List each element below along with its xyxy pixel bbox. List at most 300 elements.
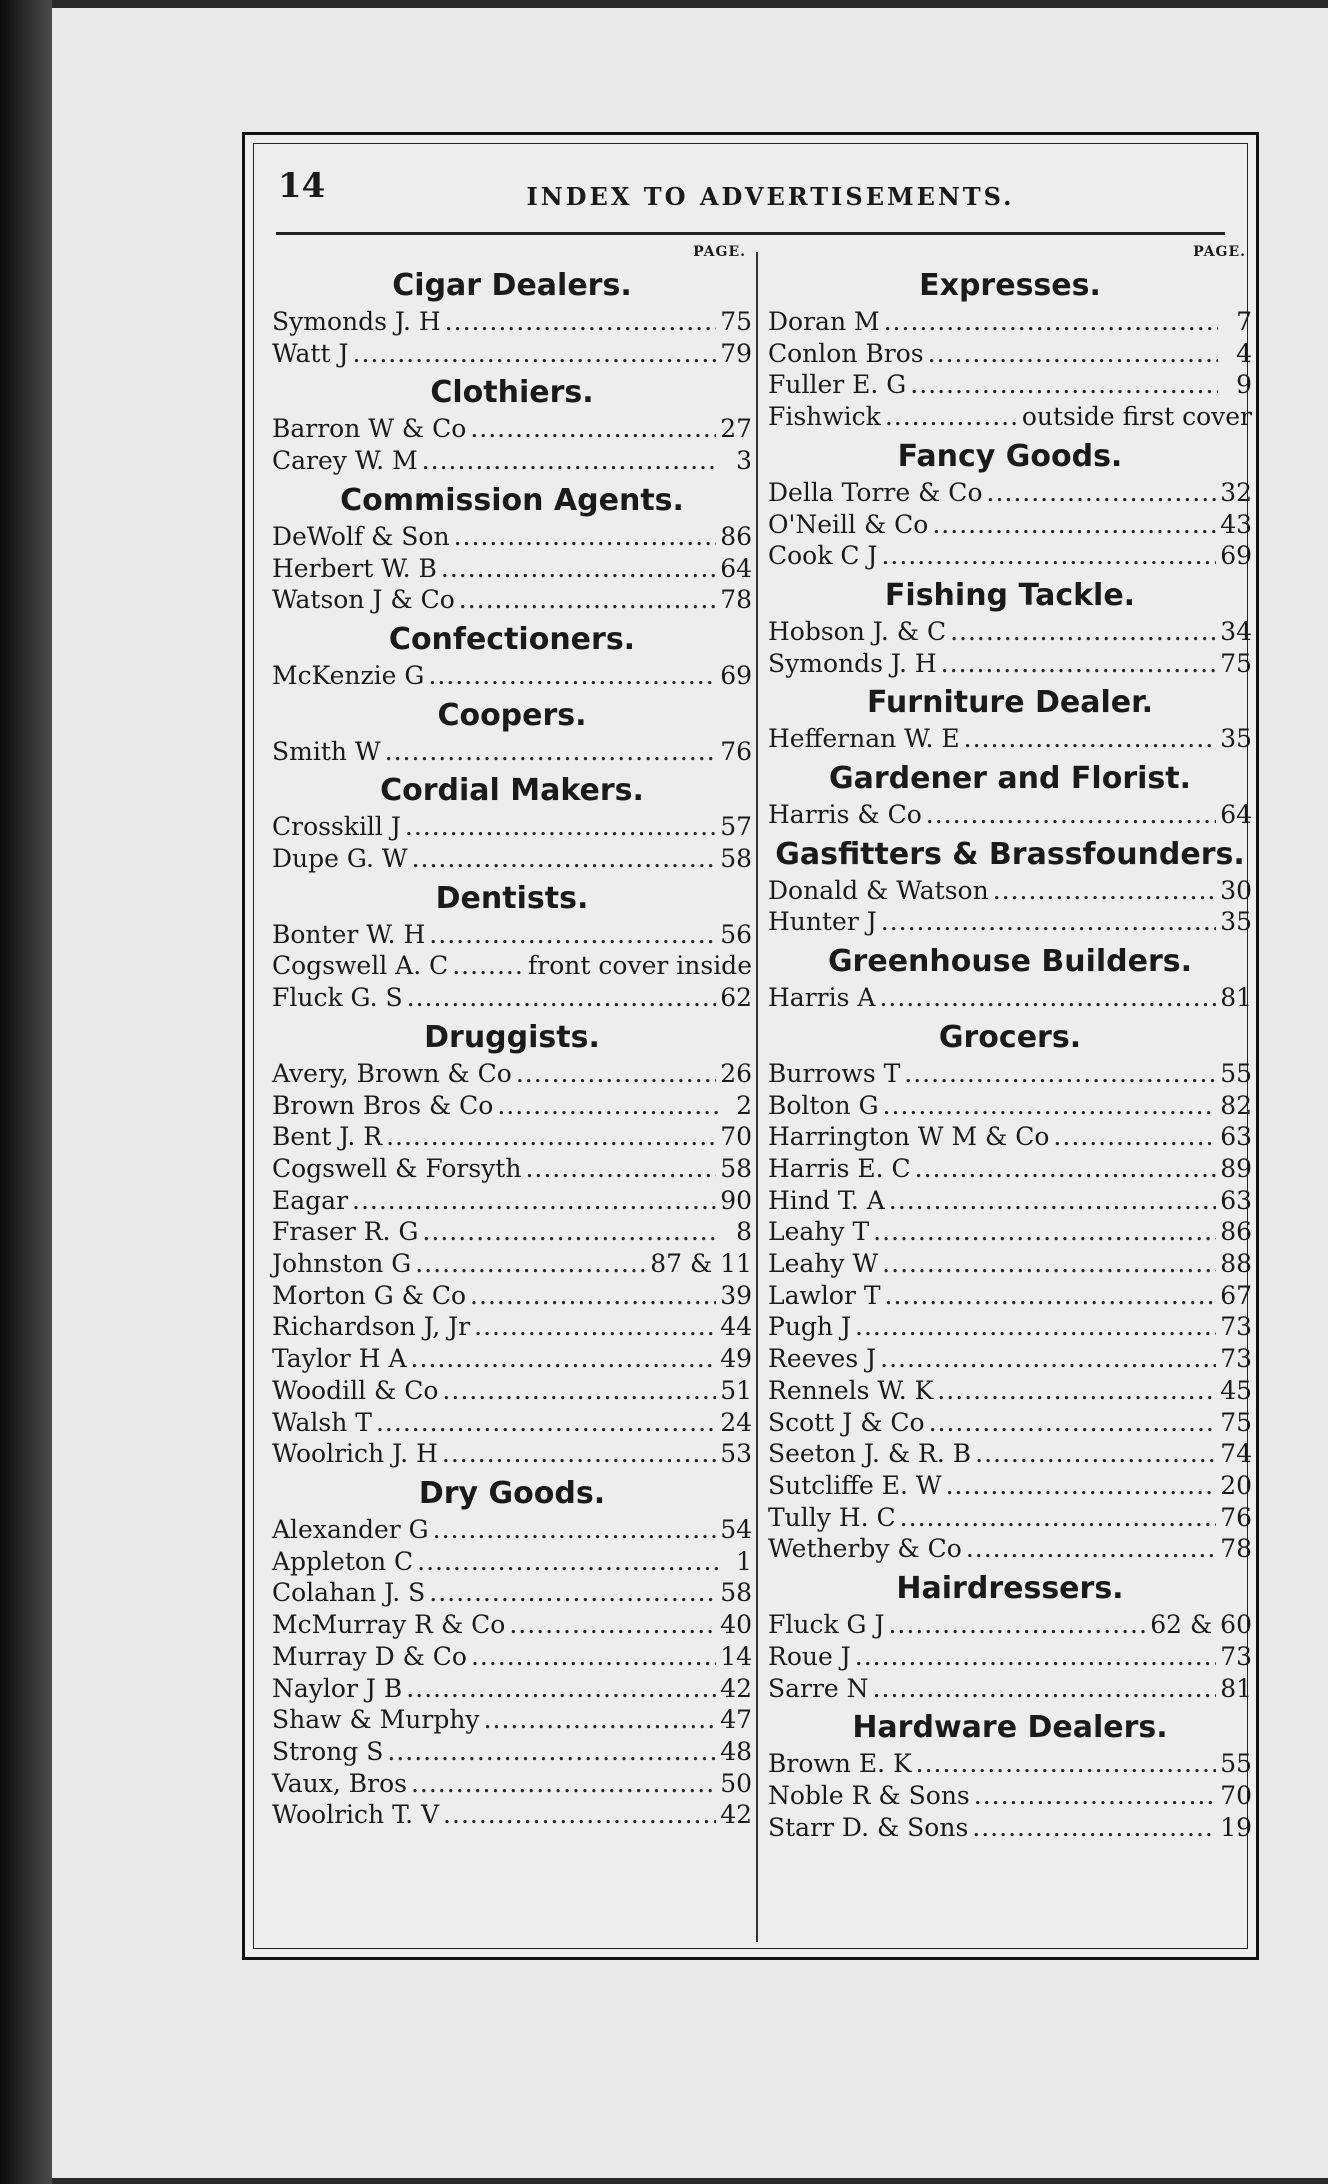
advertiser-name: Doran M bbox=[768, 307, 880, 336]
advertiser-name: Burrows T bbox=[768, 1058, 901, 1088]
index-entry bbox=[272, 1343, 752, 1375]
page-reference: 55 bbox=[1220, 1058, 1252, 1088]
index-inner-frame bbox=[253, 143, 1252, 1949]
advertiser-name: Fuller E. G bbox=[768, 370, 907, 400]
dot-leader bbox=[966, 1533, 1216, 1565]
dot-leader bbox=[904, 1058, 1216, 1090]
advertiser-name: Smith W bbox=[272, 736, 381, 766]
index-entry bbox=[272, 1311, 752, 1343]
dot-leader bbox=[915, 1153, 1217, 1185]
advertiser-name: Hind T. A bbox=[768, 1185, 885, 1215]
page-reference: 8 bbox=[736, 1217, 752, 1247]
index-frame bbox=[242, 132, 1259, 1960]
advertiser-name: Watson J & Co bbox=[272, 585, 455, 615]
section-heading: Commission Agents. bbox=[340, 482, 684, 518]
page-reference: 87 & 11 bbox=[650, 1249, 752, 1279]
index-entry bbox=[272, 1058, 752, 1090]
advertiser-name: Seeton J. & R. B bbox=[768, 1439, 972, 1469]
section-heading: Druggists. bbox=[424, 1019, 600, 1055]
advertiser-name: Pugh J bbox=[768, 1312, 851, 1342]
page-reference: 2 bbox=[736, 1090, 752, 1120]
index-entry bbox=[768, 1502, 1252, 1534]
page-reference: 45 bbox=[1220, 1375, 1252, 1405]
dot-leader bbox=[885, 401, 1018, 433]
index-entry bbox=[272, 1375, 752, 1407]
index-entry bbox=[768, 799, 1252, 831]
advertiser-name: Eagar bbox=[272, 1185, 349, 1215]
index-entry bbox=[768, 616, 1252, 648]
advertiser-name: Herbert W. B bbox=[272, 553, 437, 583]
section-heading: Furniture Dealer. bbox=[866, 685, 1154, 721]
page-reference: 78 bbox=[720, 585, 752, 615]
advertiser-name: Harrington W M & Co bbox=[768, 1122, 1050, 1152]
dot-leader bbox=[445, 306, 717, 338]
section-heading: Grocers. bbox=[938, 1019, 1082, 1055]
page-reference: 64 bbox=[720, 553, 752, 583]
index-entry bbox=[272, 1121, 752, 1153]
index-entry bbox=[272, 1514, 752, 1546]
dot-leader bbox=[386, 1121, 716, 1153]
dot-leader bbox=[422, 1216, 718, 1248]
page-reference: 54 bbox=[720, 1514, 752, 1544]
dot-leader bbox=[429, 1577, 716, 1609]
index-entry bbox=[272, 1673, 752, 1705]
index-entry bbox=[768, 1090, 1252, 1122]
dot-leader bbox=[407, 982, 717, 1014]
page-reference: 9 bbox=[1236, 370, 1252, 400]
dot-leader bbox=[459, 584, 716, 616]
dot-leader bbox=[889, 1185, 1216, 1217]
advertiser-name: Bonter W. H bbox=[272, 919, 426, 949]
advertiser-name: Naylor J B bbox=[272, 1673, 403, 1703]
index-entry bbox=[768, 648, 1252, 680]
advertiser-name: Brown E. K bbox=[768, 1749, 912, 1779]
page-reference: 75 bbox=[1220, 648, 1252, 678]
dot-leader bbox=[855, 1311, 1216, 1343]
advertiser-name: Crosskill J bbox=[272, 812, 401, 842]
index-entry bbox=[272, 413, 752, 445]
dot-leader bbox=[929, 1407, 1217, 1439]
advertiser-name: Noble R & Sons bbox=[768, 1780, 970, 1810]
dot-leader bbox=[855, 1641, 1216, 1673]
index-entry bbox=[768, 1248, 1252, 1280]
page-reference: 89 bbox=[1220, 1153, 1252, 1183]
index-entry bbox=[768, 338, 1252, 370]
index-entry bbox=[272, 736, 752, 768]
page-reference: 44 bbox=[720, 1312, 752, 1342]
advertiser-name: Symonds J. H bbox=[272, 307, 441, 336]
page-reference: 50 bbox=[720, 1768, 752, 1798]
dot-leader bbox=[442, 1438, 716, 1470]
advertiser-name: Colahan J. S bbox=[272, 1578, 426, 1608]
page-column-label: PAGE. bbox=[1193, 244, 1246, 260]
dot-leader bbox=[987, 477, 1217, 509]
dot-leader bbox=[932, 509, 1216, 541]
page-reference: 69 bbox=[720, 660, 752, 690]
page-reference: 62 bbox=[720, 983, 752, 1013]
dot-leader bbox=[888, 1609, 1146, 1641]
section-heading: Hardware Dealers. bbox=[852, 1710, 1168, 1746]
section-heading: Hairdressers. bbox=[896, 1571, 1124, 1607]
dot-leader bbox=[516, 1058, 716, 1090]
advertiser-name: Tully H. C bbox=[768, 1502, 896, 1532]
advertiser-name: Vaux, Bros bbox=[272, 1768, 407, 1798]
index-entry bbox=[272, 338, 752, 370]
index-entry bbox=[272, 1546, 752, 1578]
dot-leader bbox=[937, 1375, 1216, 1407]
advertiser-name: Johnston G bbox=[272, 1249, 412, 1279]
advertiser-name: Roue J bbox=[768, 1641, 851, 1671]
dot-leader bbox=[879, 982, 1216, 1014]
page-reference: 76 bbox=[1220, 1502, 1252, 1532]
page-reference: 19 bbox=[1220, 1812, 1252, 1842]
advertiser-name: Morton G & Co bbox=[272, 1280, 467, 1310]
advertiser-name: Donald & Watson bbox=[768, 875, 989, 905]
page-reference: 14 bbox=[720, 1641, 752, 1671]
page-reference: 40 bbox=[720, 1610, 752, 1640]
index-entry bbox=[272, 521, 752, 553]
advertiser-name: Rennels W. K bbox=[768, 1375, 934, 1405]
page-reference: 56 bbox=[720, 919, 752, 949]
advertiser-name: Carey W. M bbox=[272, 446, 418, 476]
advertiser-name: Symonds J. H bbox=[768, 648, 937, 678]
dot-leader bbox=[950, 616, 1216, 648]
page-reference: 58 bbox=[720, 1578, 752, 1608]
dot-leader bbox=[525, 1153, 716, 1185]
section-heading: Fancy Goods. bbox=[897, 438, 1123, 474]
advertiser-name: Scott J & Co bbox=[768, 1407, 925, 1437]
dot-leader bbox=[405, 811, 716, 843]
page-reference: 70 bbox=[720, 1122, 752, 1152]
advertiser-name: Bent J. R bbox=[272, 1122, 383, 1152]
page-reference: 35 bbox=[1220, 724, 1252, 754]
dot-leader bbox=[387, 1736, 716, 1768]
page-reference: 75 bbox=[1220, 1407, 1252, 1437]
index-entry bbox=[272, 584, 752, 616]
page-reference: 51 bbox=[720, 1375, 752, 1405]
advertiser-name: Harris E. C bbox=[768, 1153, 911, 1183]
advertiser-name: Fraser R. G bbox=[272, 1217, 419, 1247]
page-reference: 64 bbox=[1220, 800, 1252, 830]
page-reference: 73 bbox=[1220, 1344, 1252, 1374]
page-reference: 82 bbox=[1220, 1090, 1252, 1120]
page-reference: 39 bbox=[720, 1280, 752, 1310]
advertiser-name: Woolrich J. H bbox=[272, 1439, 438, 1469]
index-entry bbox=[272, 1768, 752, 1800]
dot-leader bbox=[975, 1438, 1216, 1470]
section-heading: Coopers. bbox=[437, 697, 587, 733]
dot-leader bbox=[974, 1780, 1216, 1812]
dot-leader bbox=[885, 1280, 1217, 1312]
advertiser-name: Heffernan W. E bbox=[768, 724, 960, 754]
advertiser-name: Leahy W bbox=[768, 1249, 879, 1279]
index-entry bbox=[272, 1090, 752, 1122]
page-reference: 48 bbox=[720, 1736, 752, 1766]
page-reference: 69 bbox=[1220, 541, 1252, 571]
page-column-label: PAGE. bbox=[693, 244, 746, 260]
index-entry bbox=[768, 1185, 1252, 1217]
advertiser-name: McKenzie G bbox=[272, 660, 425, 690]
column-divider bbox=[756, 252, 758, 1942]
index-entry bbox=[272, 1407, 752, 1439]
index-entry bbox=[768, 1280, 1252, 1312]
page-reference: 3 bbox=[736, 446, 752, 476]
advertiser-name: Dupe G. W bbox=[272, 844, 408, 874]
page-reference: 20 bbox=[1220, 1470, 1252, 1500]
advertiser-name: Harris A bbox=[768, 983, 876, 1013]
dot-leader bbox=[433, 1514, 717, 1546]
dot-leader bbox=[509, 1609, 716, 1641]
advertiser-name: Hobson J. & C bbox=[768, 616, 947, 646]
index-entry bbox=[272, 1704, 752, 1736]
index-entry bbox=[272, 1153, 752, 1185]
page-reference: 67 bbox=[1220, 1280, 1252, 1310]
index-entry bbox=[768, 1438, 1252, 1470]
index-entry bbox=[272, 1438, 752, 1470]
dot-leader bbox=[470, 413, 716, 445]
dot-leader bbox=[484, 1704, 717, 1736]
index-entry bbox=[768, 369, 1252, 401]
page-reference: 75 bbox=[720, 307, 752, 336]
advertiser-name: Richardson J, Jr bbox=[272, 1312, 471, 1342]
dot-leader bbox=[454, 521, 717, 553]
index-entry bbox=[768, 1121, 1252, 1153]
page-reference: 73 bbox=[1220, 1641, 1252, 1671]
index-entry bbox=[768, 1812, 1252, 1844]
page-reference: 78 bbox=[1220, 1534, 1252, 1564]
dot-leader bbox=[882, 1248, 1216, 1280]
advertiser-name: Woolrich T. V bbox=[272, 1800, 440, 1830]
page-reference: 58 bbox=[720, 1153, 752, 1183]
advertiser-name: Watt J bbox=[272, 338, 349, 368]
dot-leader bbox=[964, 723, 1217, 755]
page-reference: 24 bbox=[720, 1407, 752, 1437]
index-entry bbox=[272, 919, 752, 951]
section-heading: Dentists. bbox=[435, 880, 589, 916]
page-reference: front cover inside bbox=[528, 951, 752, 981]
index-entry bbox=[272, 306, 752, 338]
page-reference: 86 bbox=[1220, 1217, 1252, 1247]
page-reference: 1 bbox=[736, 1546, 752, 1576]
index-entry bbox=[768, 1533, 1252, 1565]
advertiser-name: Fluck G. S bbox=[272, 983, 403, 1013]
advertiser-name: Hunter J bbox=[768, 907, 877, 937]
dot-leader bbox=[900, 1502, 1217, 1534]
advertiser-name: Brown Bros & Co bbox=[272, 1090, 494, 1120]
section-heading: Cigar Dealers. bbox=[392, 268, 632, 303]
page-reference: 70 bbox=[1220, 1780, 1252, 1810]
advertiser-name: Sarre N bbox=[768, 1673, 869, 1703]
index-entry bbox=[768, 875, 1252, 907]
dot-leader bbox=[412, 843, 717, 875]
dot-leader bbox=[452, 950, 524, 982]
index-entry bbox=[768, 1153, 1252, 1185]
advertiser-name: Alexander G bbox=[272, 1514, 429, 1544]
page-reference: 88 bbox=[1220, 1249, 1252, 1279]
dot-leader bbox=[880, 1343, 1216, 1375]
page-reference: 79 bbox=[720, 338, 752, 368]
page-reference: 42 bbox=[720, 1673, 752, 1703]
dot-leader bbox=[926, 799, 1216, 831]
dot-leader bbox=[471, 1641, 716, 1673]
page-reference: 35 bbox=[1220, 907, 1252, 937]
page-reference: 86 bbox=[720, 521, 752, 551]
index-entry bbox=[768, 1343, 1252, 1375]
dot-leader bbox=[873, 1216, 1216, 1248]
page-reference: 30 bbox=[1220, 875, 1252, 905]
index-entry bbox=[272, 982, 752, 1014]
page-reference: 49 bbox=[720, 1344, 752, 1374]
page-reference: 43 bbox=[1220, 509, 1252, 539]
page-reference: 55 bbox=[1220, 1749, 1252, 1779]
page-reference: 7 bbox=[1236, 307, 1252, 336]
index-entry bbox=[272, 1736, 752, 1768]
dot-leader bbox=[428, 660, 716, 692]
page-reference: 26 bbox=[720, 1058, 752, 1088]
advertiser-name: Barron W & Co bbox=[272, 414, 467, 444]
index-entry bbox=[768, 1470, 1252, 1502]
dot-leader bbox=[881, 906, 1216, 938]
page-reference: 58 bbox=[720, 844, 752, 874]
index-entry bbox=[272, 660, 752, 692]
index-entry bbox=[272, 1641, 752, 1673]
dot-leader bbox=[441, 553, 716, 585]
page-reference: 63 bbox=[1220, 1122, 1252, 1152]
index-entry bbox=[768, 1641, 1252, 1673]
right-column bbox=[768, 244, 1252, 1948]
dot-leader bbox=[406, 1673, 716, 1705]
advertiser-name: Woodill & Co bbox=[272, 1375, 439, 1405]
index-entry bbox=[272, 445, 752, 477]
page-reference: 32 bbox=[1220, 477, 1252, 507]
section-heading: Confectioners. bbox=[388, 621, 636, 657]
dot-leader bbox=[881, 540, 1216, 572]
dot-leader bbox=[411, 1343, 717, 1375]
advertiser-name: Cook C J bbox=[768, 541, 878, 571]
advertiser-name: DeWolf & Son bbox=[272, 521, 450, 551]
dot-leader bbox=[497, 1090, 718, 1122]
dot-leader bbox=[993, 875, 1216, 907]
index-entry bbox=[272, 1799, 752, 1831]
dot-leader bbox=[916, 1748, 1217, 1780]
advertiser-name: Bolton G bbox=[768, 1090, 879, 1120]
page-reference: 76 bbox=[720, 736, 752, 766]
index-entry bbox=[768, 1058, 1252, 1090]
page-reference: 47 bbox=[720, 1705, 752, 1735]
book-spine bbox=[0, 0, 52, 2184]
dot-leader bbox=[470, 1280, 716, 1312]
page-reference: 42 bbox=[720, 1800, 752, 1830]
advertiser-name: Strong S bbox=[272, 1736, 384, 1766]
dot-leader bbox=[884, 306, 1218, 338]
section-heading: Cordial Makers. bbox=[380, 773, 644, 809]
dot-leader bbox=[353, 338, 717, 370]
advertiser-name: McMurray R & Co bbox=[272, 1610, 506, 1640]
advertiser-name: Leahy T bbox=[768, 1217, 870, 1247]
advertiser-name: Starr D. & Sons bbox=[768, 1812, 969, 1842]
index-entry bbox=[272, 950, 752, 982]
page-reference: 81 bbox=[1220, 983, 1252, 1013]
section-heading: Greenhouse Builders. bbox=[827, 944, 1193, 980]
advertiser-name: Fishwick bbox=[768, 402, 881, 432]
dot-leader bbox=[910, 369, 1218, 401]
dot-leader bbox=[873, 1673, 1217, 1705]
page-reference: 57 bbox=[720, 812, 752, 842]
page-reference: 81 bbox=[1220, 1673, 1252, 1703]
page-reference: 74 bbox=[1220, 1439, 1252, 1469]
page-reference: 73 bbox=[1220, 1312, 1252, 1342]
index-entry bbox=[768, 1609, 1252, 1641]
index-entry bbox=[768, 1375, 1252, 1407]
index-entry bbox=[768, 1748, 1252, 1780]
index-entry bbox=[272, 1577, 752, 1609]
section-heading: Dry Goods. bbox=[418, 1475, 606, 1511]
index-entry bbox=[768, 1780, 1252, 1812]
index-entry bbox=[768, 1216, 1252, 1248]
advertiser-name: Sutcliffe E. W bbox=[768, 1470, 942, 1500]
dot-leader bbox=[883, 1090, 1217, 1122]
index-entry bbox=[768, 723, 1252, 755]
section-heading: Fishing Tackle. bbox=[884, 577, 1136, 613]
left-column bbox=[272, 244, 752, 1948]
advertiser-name: Walsh T bbox=[272, 1407, 372, 1437]
dot-leader bbox=[352, 1185, 716, 1217]
index-entry bbox=[272, 553, 752, 585]
index-entry bbox=[272, 1185, 752, 1217]
index-entry bbox=[272, 1248, 752, 1280]
advertiser-name: Lawlor T bbox=[768, 1280, 881, 1310]
advertiser-name: Avery, Brown & Co bbox=[272, 1058, 512, 1088]
advertiser-name: Conlon Bros bbox=[768, 338, 924, 368]
index-entry bbox=[768, 401, 1252, 433]
section-heading: Expresses. bbox=[919, 268, 1101, 303]
page-reference: 27 bbox=[720, 414, 752, 444]
dot-leader bbox=[411, 1768, 716, 1800]
advertiser-name: Harris & Co bbox=[768, 800, 922, 830]
advertiser-name: Taylor H A bbox=[272, 1344, 407, 1374]
index-entry bbox=[768, 306, 1252, 338]
index-entry bbox=[272, 1609, 752, 1641]
page-reference: 4 bbox=[1236, 338, 1252, 368]
section-heading: Clothiers. bbox=[430, 375, 594, 411]
index-entry bbox=[272, 1280, 752, 1312]
dot-leader bbox=[442, 1375, 716, 1407]
dot-leader bbox=[474, 1311, 716, 1343]
dot-leader bbox=[972, 1812, 1216, 1844]
index-entry bbox=[768, 540, 1252, 572]
page-reference: 53 bbox=[720, 1439, 752, 1469]
page-reference: 90 bbox=[720, 1185, 752, 1215]
book-page bbox=[52, 8, 1328, 2178]
running-head: INDEX TO ADVERTISEMENTS. bbox=[526, 182, 1015, 211]
dot-leader bbox=[946, 1470, 1217, 1502]
advertiser-name: Cogswell A. C bbox=[272, 951, 449, 981]
dot-leader bbox=[429, 919, 716, 951]
index-entry bbox=[768, 509, 1252, 541]
dot-leader bbox=[928, 338, 1218, 370]
page-reference: outside first cover bbox=[1021, 402, 1252, 432]
dot-leader bbox=[941, 648, 1217, 680]
dot-leader bbox=[417, 1546, 718, 1578]
advertiser-name: Della Torre & Co bbox=[768, 477, 983, 507]
page-reference: 62 & 60 bbox=[1150, 1610, 1252, 1640]
index-entry bbox=[768, 1673, 1252, 1705]
advertiser-name: O'Neill & Co bbox=[768, 509, 929, 539]
header-rule bbox=[276, 232, 1225, 235]
section-heading: Gardener and Florist. bbox=[828, 761, 1191, 797]
index-entry bbox=[272, 811, 752, 843]
dot-leader bbox=[385, 736, 717, 768]
